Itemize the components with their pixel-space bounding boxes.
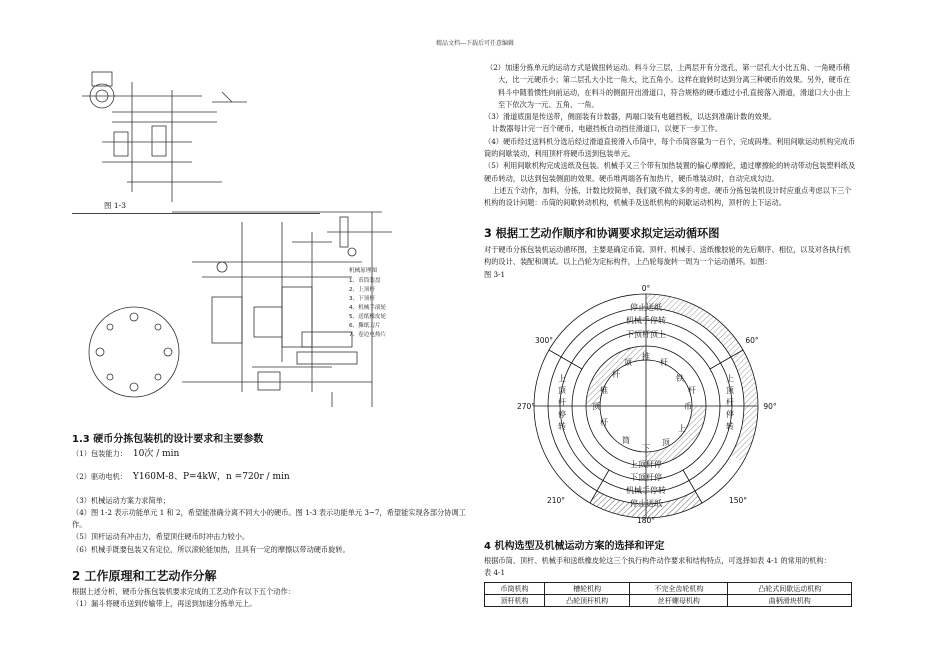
ring-label: 下顶杆顶上 [626, 330, 666, 339]
page-header: 精品文档---下载后可任意编辑 [435, 40, 515, 47]
list-item: （4）图 1-2 表示功能单元 1 和 2，希望能准确分离不同大小的硬币。图 1-3 表示功能单元 3~7，希望能实现各部分协调工作。 [72, 507, 466, 530]
inner-label: 铁 [676, 374, 684, 383]
side-label-right: 杆 [726, 398, 734, 407]
divider [72, 213, 320, 214]
legend-item: 5、送纸橡皮轮 [349, 314, 387, 320]
section-4-body [484, 555, 856, 580]
list-item: （3）机械运动方案力求简单； [72, 495, 171, 505]
motion-cycle-diagram [484, 285, 856, 525]
section-3-title: 3 根据工艺动作顺序和协调要求拟定运动循环图 [484, 227, 720, 240]
inner-label: 顶 [624, 358, 632, 367]
section-3-body [484, 244, 856, 281]
inner-label: 下 [642, 444, 650, 453]
param-capacity: （1）包装能力： 10次 / min [72, 449, 180, 459]
inner-label: 杆 [612, 370, 620, 379]
paragraph: 对于硬币分拣包装机运动循环图，主要是确定币筒、顶杆、机械手、送纸橡胶轮的先后顺序、相位，以及对各执行机构的设计、装配和调试。以上凸轮为定标构件，上凸轮每旋转一周为一个运动循环。如图： [484, 245, 851, 267]
inner-label: 推 [642, 352, 650, 361]
inner-label: 币 [684, 402, 692, 411]
side-label-right: 顶 [726, 386, 734, 395]
list-item: （5）顶杆运动有冲击力，希望顶住硬币时冲击力较小。 [72, 532, 250, 542]
angle-label: 300° [534, 336, 554, 345]
side-label-left: 转 [558, 422, 566, 431]
legend-item: 7、卷边电热片 [349, 332, 387, 338]
side-label-left: 杆 [558, 398, 566, 407]
right-column-top [484, 62, 856, 210]
list-item: （6）机械手既要包装又有定位，所以滚轮能加热，且具有一定的摩擦以带动硬币旋转。 [72, 544, 350, 554]
ring-label: 上顶杆停 [630, 460, 662, 469]
figure-caption-3-1: 图 3-1 [484, 269, 506, 279]
angle-label: 90° [763, 402, 777, 411]
table-cell: 曲柄滑块机构 [728, 595, 852, 607]
legend-item: 2、上顶杆 [349, 287, 375, 293]
paragraph: （4）硬币经过送料机分选后经过滑道直接滑入币筒中，每个币筒容量为一百个，完成码堆。利用间歇运动机构完成币筒的间歇装动，利用顶杆将硬币送到包装单元。 [484, 136, 856, 159]
ring-label: 停止送纸 [630, 499, 662, 508]
ring-label: 停止送纸 [630, 303, 662, 312]
ring-label: 下顶杆停 [630, 473, 662, 482]
inner-label: 上 [678, 424, 686, 433]
section-4-title: 4 机构选型及机械运动方案的选择和评定 [484, 541, 665, 552]
legend-item: 4、机械手滚轮 [349, 305, 387, 311]
motor-value: Y160M-8、P=4kW，n =720r / min [132, 472, 290, 483]
mechanism-table [484, 582, 852, 607]
ring-label: 机械手停转 [626, 316, 666, 325]
table-row [485, 595, 852, 607]
side-label-left: 顶 [558, 386, 566, 395]
table-cell: 不完全齿轮机构 [630, 583, 728, 595]
paragraph: 计数器每计完一百个硬币，电磁挡板自动挡住滑道口，以便下一步工作。 [492, 124, 723, 134]
legend-title: 机械原理图 [349, 268, 377, 274]
angle-label: 150° [728, 496, 748, 505]
capacity-value: 10次 / min [132, 449, 180, 459]
inner-label: 顶 [662, 438, 670, 447]
side-label-left: 上 [558, 374, 566, 383]
section-2-title: 2 工作原理和工艺动作分解 [72, 569, 217, 583]
section-1-3-title: 1.3 硬币分拣包装机的设计要求和主要参数 [72, 434, 264, 445]
paragraph: （1）漏斗将硬币送到传输带上，再送到加速分拣单元上。 [72, 599, 257, 609]
section-2-body [72, 586, 472, 611]
section-1-3-body [72, 448, 472, 556]
inner-label: 顶 [592, 402, 600, 411]
inner-label: 推 [600, 386, 608, 395]
inner-label: 杆 [600, 418, 608, 427]
table-cell: 槽轮机构 [544, 583, 629, 595]
side-label-right: 上 [726, 374, 734, 383]
inner-label: 筒 [622, 436, 630, 445]
legend-item: 6、撕纸刀片 [349, 323, 381, 329]
table-cell: 币筒机构 [485, 583, 545, 595]
table-cell: 凸轮式间歇运动机构 [728, 583, 852, 595]
paragraph: （3）滑道底面是传送带，侧面装有计数器，两端口装有电磁挡板，以达到准确计数的效果。 [484, 112, 777, 122]
angle-label: 180° [636, 516, 656, 525]
side-label-left: 停 [558, 410, 566, 419]
table-caption: 表 4-1 [484, 568, 506, 578]
side-label-right: 停 [726, 410, 734, 419]
table-cell: 凸轮顶杆机构 [544, 595, 629, 607]
table-row [485, 583, 852, 595]
table-cell: 丝杆螺母机构 [630, 595, 728, 607]
coin-disc [89, 307, 179, 397]
paragraph: （2）加速分拣单元的运动方式是做扭转运动。料斗分三层，上两层开有分选孔，第一层孔大小比五角、一角硬币稍大，比一元硬币小；第二层孔大小比一角大，比五角小。这样在旋转时达到分离三种硬币的效果。另外，硬币在料斗中随着惯性向前运动，在料斗的侧面开出滑道口，符合规格的硬币通过小孔直接落入滑道，滑道口大小由上至下依次为一元、五角、一角。 [486, 63, 851, 109]
ring-label: 机械手停转 [626, 486, 666, 495]
legend-item: 3、下顶杆 [349, 296, 375, 302]
angle-label: 210° [546, 496, 566, 505]
mechanism-diagram [72, 62, 462, 412]
side-label-right: 转 [726, 422, 734, 431]
inner-label: 杆 [660, 358, 668, 367]
paragraph: 根据上述分析，硬币分拣包装机要求完成的工艺动作有以下五个动作： [72, 587, 295, 596]
angle-label: 60° [745, 336, 759, 345]
figure-caption-1-3: 图 1-3 [104, 201, 126, 210]
table-cell: 顶杆机构 [485, 595, 545, 607]
param-motor: （2）驱动电机： Y160M-8、P=4kW，n =720r / min [72, 472, 290, 483]
paragraph: 根据币筒、顶杆、机械手和送纸橡皮轮这三个执行构件动作要求和结构特点，可选择如表 4-1 的常用的机构： [484, 556, 831, 565]
legend-item: 1、币筒装盘 [349, 278, 381, 284]
paragraph: （5）利用间歇机构完成送纸及包装。机械手又三个带有加热装置的偏心摩擦轮，通过摩擦轮的转动带动包装塑料纸及硬币转动，以达到包装侧面的效果。硬币堆两端各有加热片，硬币堆装动时，自动完成勾边。 [484, 161, 856, 183]
angle-label: 0° [641, 285, 651, 293]
inner-label: 杆 [688, 386, 696, 395]
angle-label: 270° [516, 402, 536, 411]
paragraph: 上述五个动作，加料，分拣，计数比较简单，我们就不做太多的考虑。硬币分拣包装机设计时应重点考虑以下三个机构的设计问题：币筒的间歇转动机构，机械手及送纸机构的间歇运动机构，顶杆的上下运动。 [484, 185, 852, 208]
